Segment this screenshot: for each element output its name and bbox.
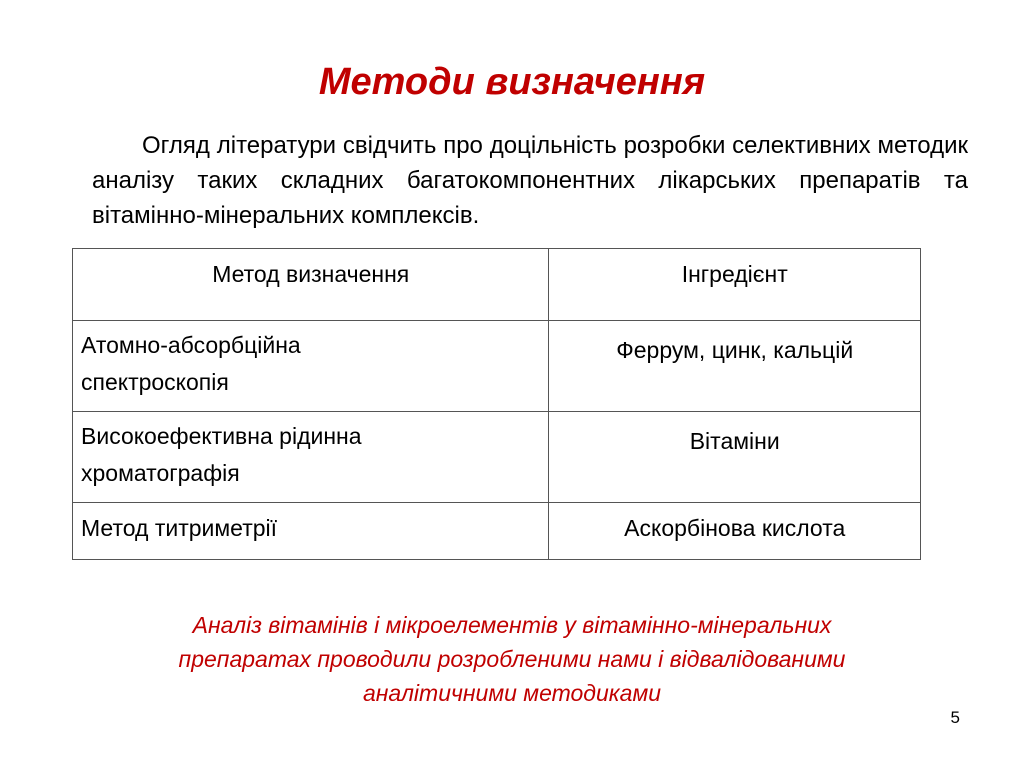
header-method: Метод визначення bbox=[73, 249, 549, 321]
method-cell bbox=[73, 412, 549, 503]
method-name-line: хроматографія bbox=[81, 460, 240, 486]
slide-title: Методи визначення bbox=[318, 61, 706, 103]
ingredient-cell: Феррум, цинк, кальцій bbox=[549, 321, 921, 412]
table-row bbox=[73, 503, 921, 560]
ingredient-cell: Вітаміни bbox=[549, 412, 921, 503]
ingredient-cell: Аскорбінова кислота bbox=[549, 503, 921, 560]
method-name-line: Високоефективна рідинна bbox=[81, 423, 362, 449]
conclusion-text bbox=[90, 608, 934, 710]
table-row bbox=[73, 412, 921, 503]
method-cell bbox=[73, 321, 549, 412]
conclusion-line: Аналіз вітамінів і мікроелементів у вітамінно-мінеральних bbox=[192, 612, 832, 638]
method-name-line: Атомно-абсорбційна bbox=[81, 332, 301, 358]
intro-paragraph: Огляд літератури свідчить про доцільність розробки селективних методик аналізу таких складних багатокомпонентних лікарських препаратів та вітамінно-мінеральних комплексів. bbox=[92, 132, 968, 229]
table-row bbox=[73, 321, 921, 412]
methods-table bbox=[72, 248, 921, 560]
conclusion-line: препаратах проводили розробленими нами і відвалідованими bbox=[178, 646, 846, 672]
table-header-row bbox=[73, 249, 921, 321]
method-name-line: Метод титриметрії bbox=[81, 515, 278, 541]
method-name-line: спектроскопія bbox=[81, 369, 229, 395]
method-cell bbox=[73, 503, 549, 560]
page-number: 5 bbox=[950, 708, 960, 727]
header-ingredient: Інгредієнт bbox=[549, 249, 921, 321]
conclusion-line: аналітичними методиками bbox=[362, 680, 662, 706]
